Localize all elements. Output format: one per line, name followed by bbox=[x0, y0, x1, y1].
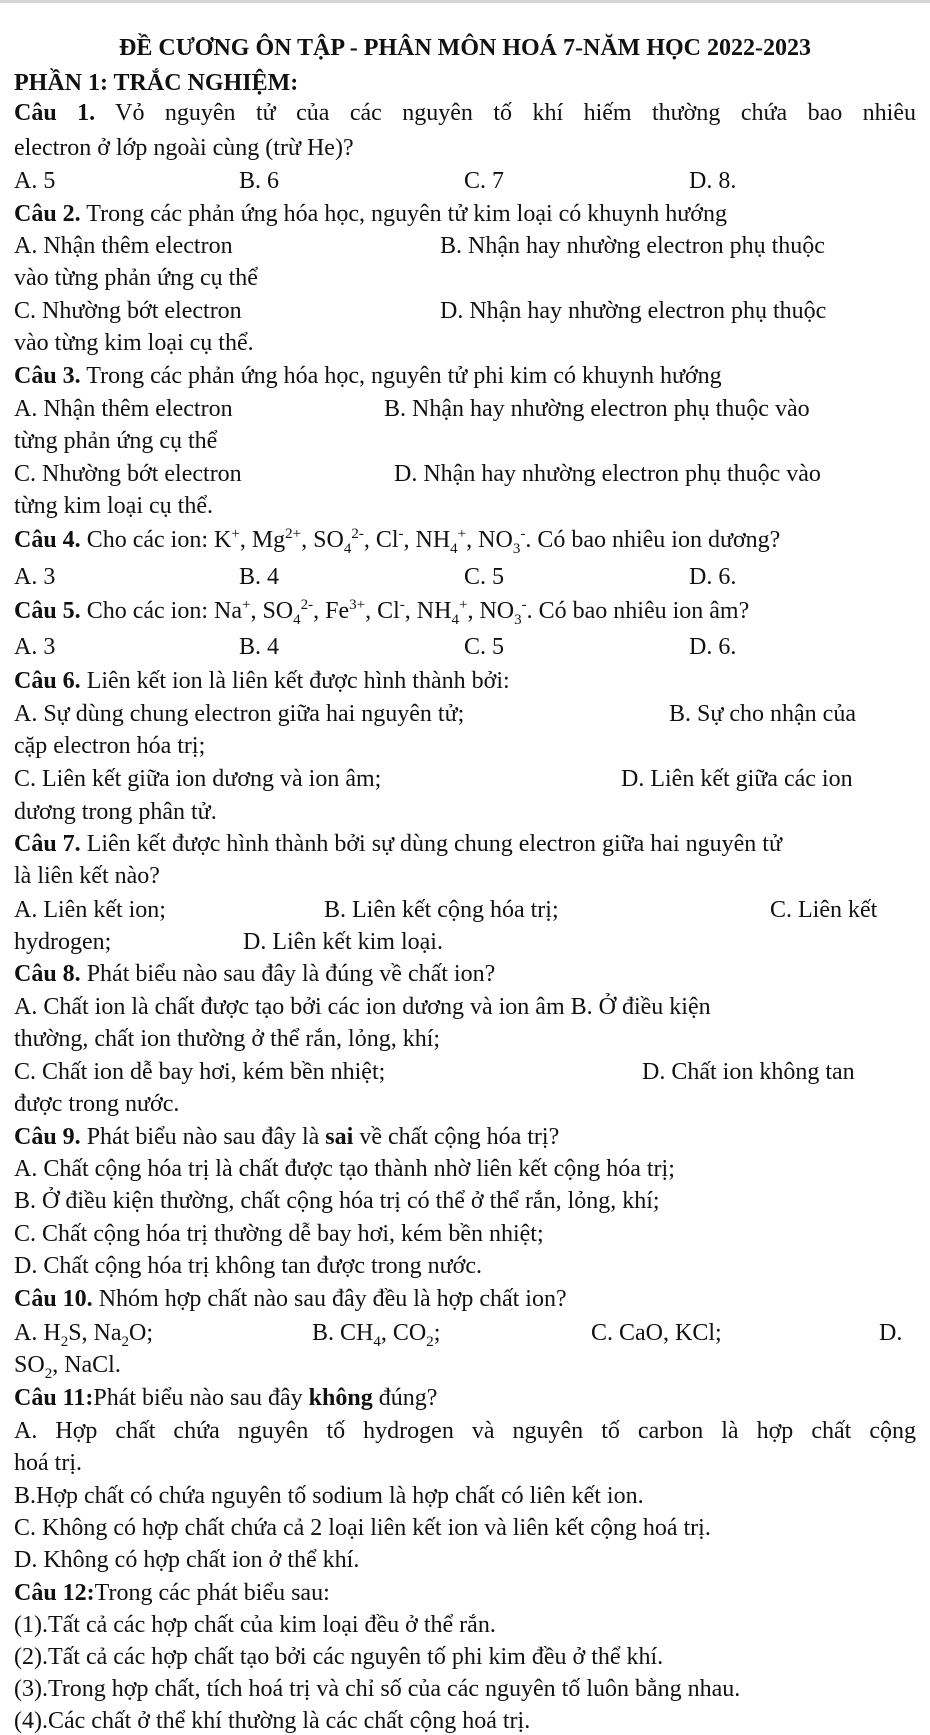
part1-heading: PHẦN 1: TRẮC NGHIỆM: bbox=[14, 70, 299, 96]
q2-options-cd bbox=[14, 297, 916, 325]
q12-stem: Câu 12:Trong các phát biểu sau: bbox=[14, 1580, 330, 1606]
q6-option-d-cont: dương trong phân tử. bbox=[14, 799, 217, 825]
q3-option-d: D. Nhận hay nhường electron phụ thuộc vào bbox=[394, 461, 821, 487]
q6-label: Câu 6. bbox=[14, 668, 81, 694]
q8-label: Câu 8. bbox=[14, 961, 81, 987]
q8-option-d: D. Chất ion không tan bbox=[642, 1059, 855, 1085]
q2-option-b-cont: vào từng phản ứng cụ thể bbox=[14, 265, 258, 291]
q9-option-d: D. Chất cộng hóa trị không tan được trong nước. bbox=[14, 1253, 482, 1279]
q7-option-c-cont: hydrogen; bbox=[14, 929, 112, 955]
q6-options-cd bbox=[14, 765, 916, 793]
q8-stem: Câu 8. Phát biểu nào sau đây là đúng về chất ion? bbox=[14, 961, 496, 987]
q7-option-a: A. Liên kết ion; bbox=[14, 897, 166, 923]
q5-option-d: D. 6. bbox=[689, 634, 737, 660]
q2-option-d: D. Nhận hay nhường electron phụ thuộc bbox=[440, 298, 827, 324]
q6-option-d: D. Liên kết giữa các ion bbox=[621, 766, 853, 792]
q7-stem-line1: Câu 7. Liên kết được hình thành bởi sự dùng chung electron giữa hai nguyên tử bbox=[14, 831, 782, 857]
q1-stem-line2: electron ở lớp ngoài cùng (trừ He)? bbox=[14, 135, 354, 161]
q2-option-d-cont: vào từng kim loại cụ thể. bbox=[14, 330, 254, 356]
q1-label: Câu 1. bbox=[14, 100, 96, 126]
q10-label: Câu 10. bbox=[14, 1286, 93, 1312]
q10-stem: Câu 10. Nhóm hợp chất nào sau đây đều là hợp chất ion? bbox=[14, 1286, 567, 1312]
q1-option-d: D. 8. bbox=[689, 168, 737, 194]
q5-ion-list: Na+, $SO_4^{2-}$, $Fe^{3+}$, Cl-, $NH_4^+$, $NO_3^-$ bbox=[214, 597, 527, 628]
top-border bbox=[0, 0, 930, 3]
q4-option-b: B. 4 bbox=[239, 564, 280, 590]
q1-options bbox=[14, 167, 916, 195]
q7-options-d bbox=[14, 928, 916, 956]
q3-option-d-cont: từng kim loại cụ thể. bbox=[14, 493, 213, 519]
q2-option-a: A. Nhận thêm electron bbox=[14, 233, 233, 259]
q11-option-a-cont: hoá trị. bbox=[14, 1450, 82, 1476]
q1-option-c: C. 7 bbox=[464, 168, 505, 194]
q9-option-a: A. Chất cộng hóa trị là chất được tạo thành nhờ liên kết cộng hóa trị; bbox=[14, 1156, 675, 1182]
q4-stem: Câu 4. Cho các ion: K+, $Mg^{2+}$, $SO_4^{2-}$, Cl-, $NH_4^+$, $NO_3^-$. Có bao nhiêu ion dương? bbox=[14, 526, 781, 557]
q4-option-c: C. 5 bbox=[464, 564, 505, 590]
q3-option-a: A. Nhận thêm electron bbox=[14, 396, 233, 422]
q12-statement-1: (1).Tất cả các hợp chất của kim loại đều ở thể rắn. bbox=[14, 1612, 496, 1638]
q5-option-b: B. 4 bbox=[239, 634, 280, 660]
q3-option-c: C. Nhường bớt electron bbox=[14, 461, 242, 487]
q10-options-abcd bbox=[14, 1319, 916, 1350]
q6-option-a: A. Sự dùng chung electron giữa hai nguyên tử; bbox=[14, 701, 465, 727]
q10-option-a: A. $H_2S$, $Na_2O$; bbox=[14, 1320, 154, 1350]
q9-option-c: C. Chất cộng hóa trị thường dễ bay hơi, kém bền nhiệt; bbox=[14, 1221, 544, 1247]
q2-options-ab bbox=[14, 232, 916, 260]
q8-option-b-cont: thường, chất ion thường ở thể rắn, lỏng, khí; bbox=[14, 1026, 441, 1052]
q11-option-d: D. Không có hợp chất ion ở thể khí. bbox=[14, 1547, 360, 1573]
q10-option-c: C. CaO, KCl; bbox=[591, 1320, 722, 1346]
q6-option-b: B. Sự cho nhận của bbox=[669, 701, 856, 727]
q4-ion-list: K+, $Mg^{2+}$, $SO_4^{2-}$, Cl-, $NH_4^+$, $NO_3^-$ bbox=[214, 526, 526, 557]
q9-stem: Câu 9. Phát biểu nào sau đây là sai về chất cộng hóa trị? bbox=[14, 1124, 560, 1150]
q4-options bbox=[14, 563, 916, 591]
q12-statement-3: (3).Trong hợp chất, tích hoá trị và chỉ số của các nguyên tố luôn bằng nhau. bbox=[14, 1676, 741, 1702]
q10-option-d-cont: $SO_2$, NaCl. bbox=[14, 1352, 121, 1382]
q1-stem-line1: Câu 1. Vỏ nguyên tử của các nguyên tố khí hiếm thường chứa bao nhiêu bbox=[14, 100, 916, 126]
q5-stem: Câu 5. Cho các ion: Na+, $SO_4^{2-}$, $Fe^{3+}$, Cl-, $NH_4^+$, $NO_3^-$. Có bao nhiêu ion âm? bbox=[14, 597, 750, 628]
q12-statement-4: (4).Các chất ở thể khí thường là các chất cộng hoá trị. bbox=[14, 1708, 531, 1734]
q5-label: Câu 5. bbox=[14, 598, 81, 624]
q2-stem: Câu 2. Trong các phản ứng hóa học, nguyên tử kim loại có khuynh hướng bbox=[14, 201, 727, 227]
q6-stem: Câu 6. Liên kết ion là liên kết được hình thành bởi: bbox=[14, 668, 510, 694]
q7-label: Câu 7. bbox=[14, 831, 81, 857]
q11-option-a: A. Hợp chất chứa nguyên tố hydrogen và nguyên tố carbon là hợp chất cộng bbox=[14, 1418, 916, 1444]
q8-options-ab: A. Chất ion là chất được tạo bởi các ion dương và ion âm B. Ở điều kiện bbox=[14, 994, 711, 1020]
q11-option-c: C. Không có hợp chất chứa cả 2 loại liên kết ion và liên kết cộng hoá trị. bbox=[14, 1515, 711, 1541]
q5-options bbox=[14, 633, 916, 661]
q3-stem: Câu 3. Trong các phản ứng hóa học, nguyên tử phi kim có khuynh hướng bbox=[14, 363, 722, 389]
q3-label: Câu 3. bbox=[14, 363, 81, 389]
q7-option-d: D. Liên kết kim loại. bbox=[243, 929, 443, 955]
q11-label: Câu 11: bbox=[14, 1385, 94, 1411]
q7-stem-line2: là liên kết nào? bbox=[14, 863, 160, 889]
q12-statement-2: (2).Tất cả các hợp chất tạo bởi các nguyên tố phi kim đều ở thể khí. bbox=[14, 1644, 664, 1670]
q3-options-ab bbox=[14, 395, 916, 423]
q4-option-d: D. 6. bbox=[689, 564, 737, 590]
q3-options-cd bbox=[14, 460, 916, 488]
q10-option-d: D. bbox=[879, 1320, 903, 1346]
q6-options-ab bbox=[14, 700, 916, 728]
q7-option-c: C. Liên kết bbox=[770, 897, 878, 923]
document-title: ĐỀ CƯƠNG ÔN TẬP - PHÂN MÔN HOÁ 7-NĂM HỌC 2022-2023 bbox=[119, 35, 811, 61]
q6-option-b-cont: cặp electron hóa trị; bbox=[14, 733, 206, 759]
q5-option-c: C. 5 bbox=[464, 634, 505, 660]
q8-option-d-cont: được trong nước. bbox=[14, 1091, 180, 1117]
q1-option-a: A. 5 bbox=[14, 168, 56, 194]
q3-option-b-cont: từng phản ứng cụ thể bbox=[14, 428, 218, 454]
q8-options-cd bbox=[14, 1058, 916, 1086]
q4-option-a: A. 3 bbox=[14, 564, 56, 590]
q8-option-c: C. Chất ion dễ bay hơi, kém bền nhiệt; bbox=[14, 1059, 386, 1085]
q7-options-abc bbox=[14, 896, 916, 924]
q2-option-b: B. Nhận hay nhường electron phụ thuộc bbox=[440, 233, 825, 259]
q10-option-b: B. $CH_4$, $CO_2$; bbox=[312, 1320, 441, 1350]
q9-option-b: B. Ở điều kiện thường, chất cộng hóa trị có thể ở thể rắn, lỏng, khí; bbox=[14, 1188, 660, 1214]
q9-label: Câu 9. bbox=[14, 1124, 81, 1150]
q11-option-b: B.Hợp chất có chứa nguyên tố sodium là hợp chất có liên kết ion. bbox=[14, 1483, 644, 1509]
q4-label: Câu 4. bbox=[14, 527, 81, 553]
q12-label: Câu 12: bbox=[14, 1580, 95, 1606]
q6-option-c: C. Liên kết giữa ion dương và ion âm; bbox=[14, 766, 382, 792]
q1-option-b: B. 6 bbox=[239, 168, 280, 194]
q2-label: Câu 2. bbox=[14, 201, 81, 227]
q11-stem: Câu 11:Phát biểu nào sau đây không đúng? bbox=[14, 1385, 438, 1411]
q7-option-b: B. Liên kết cộng hóa trị; bbox=[324, 897, 559, 923]
q2-option-c: C. Nhường bớt electron bbox=[14, 298, 242, 324]
q3-option-b: B. Nhận hay nhường electron phụ thuộc vào bbox=[384, 396, 810, 422]
q5-option-a: A. 3 bbox=[14, 634, 56, 660]
